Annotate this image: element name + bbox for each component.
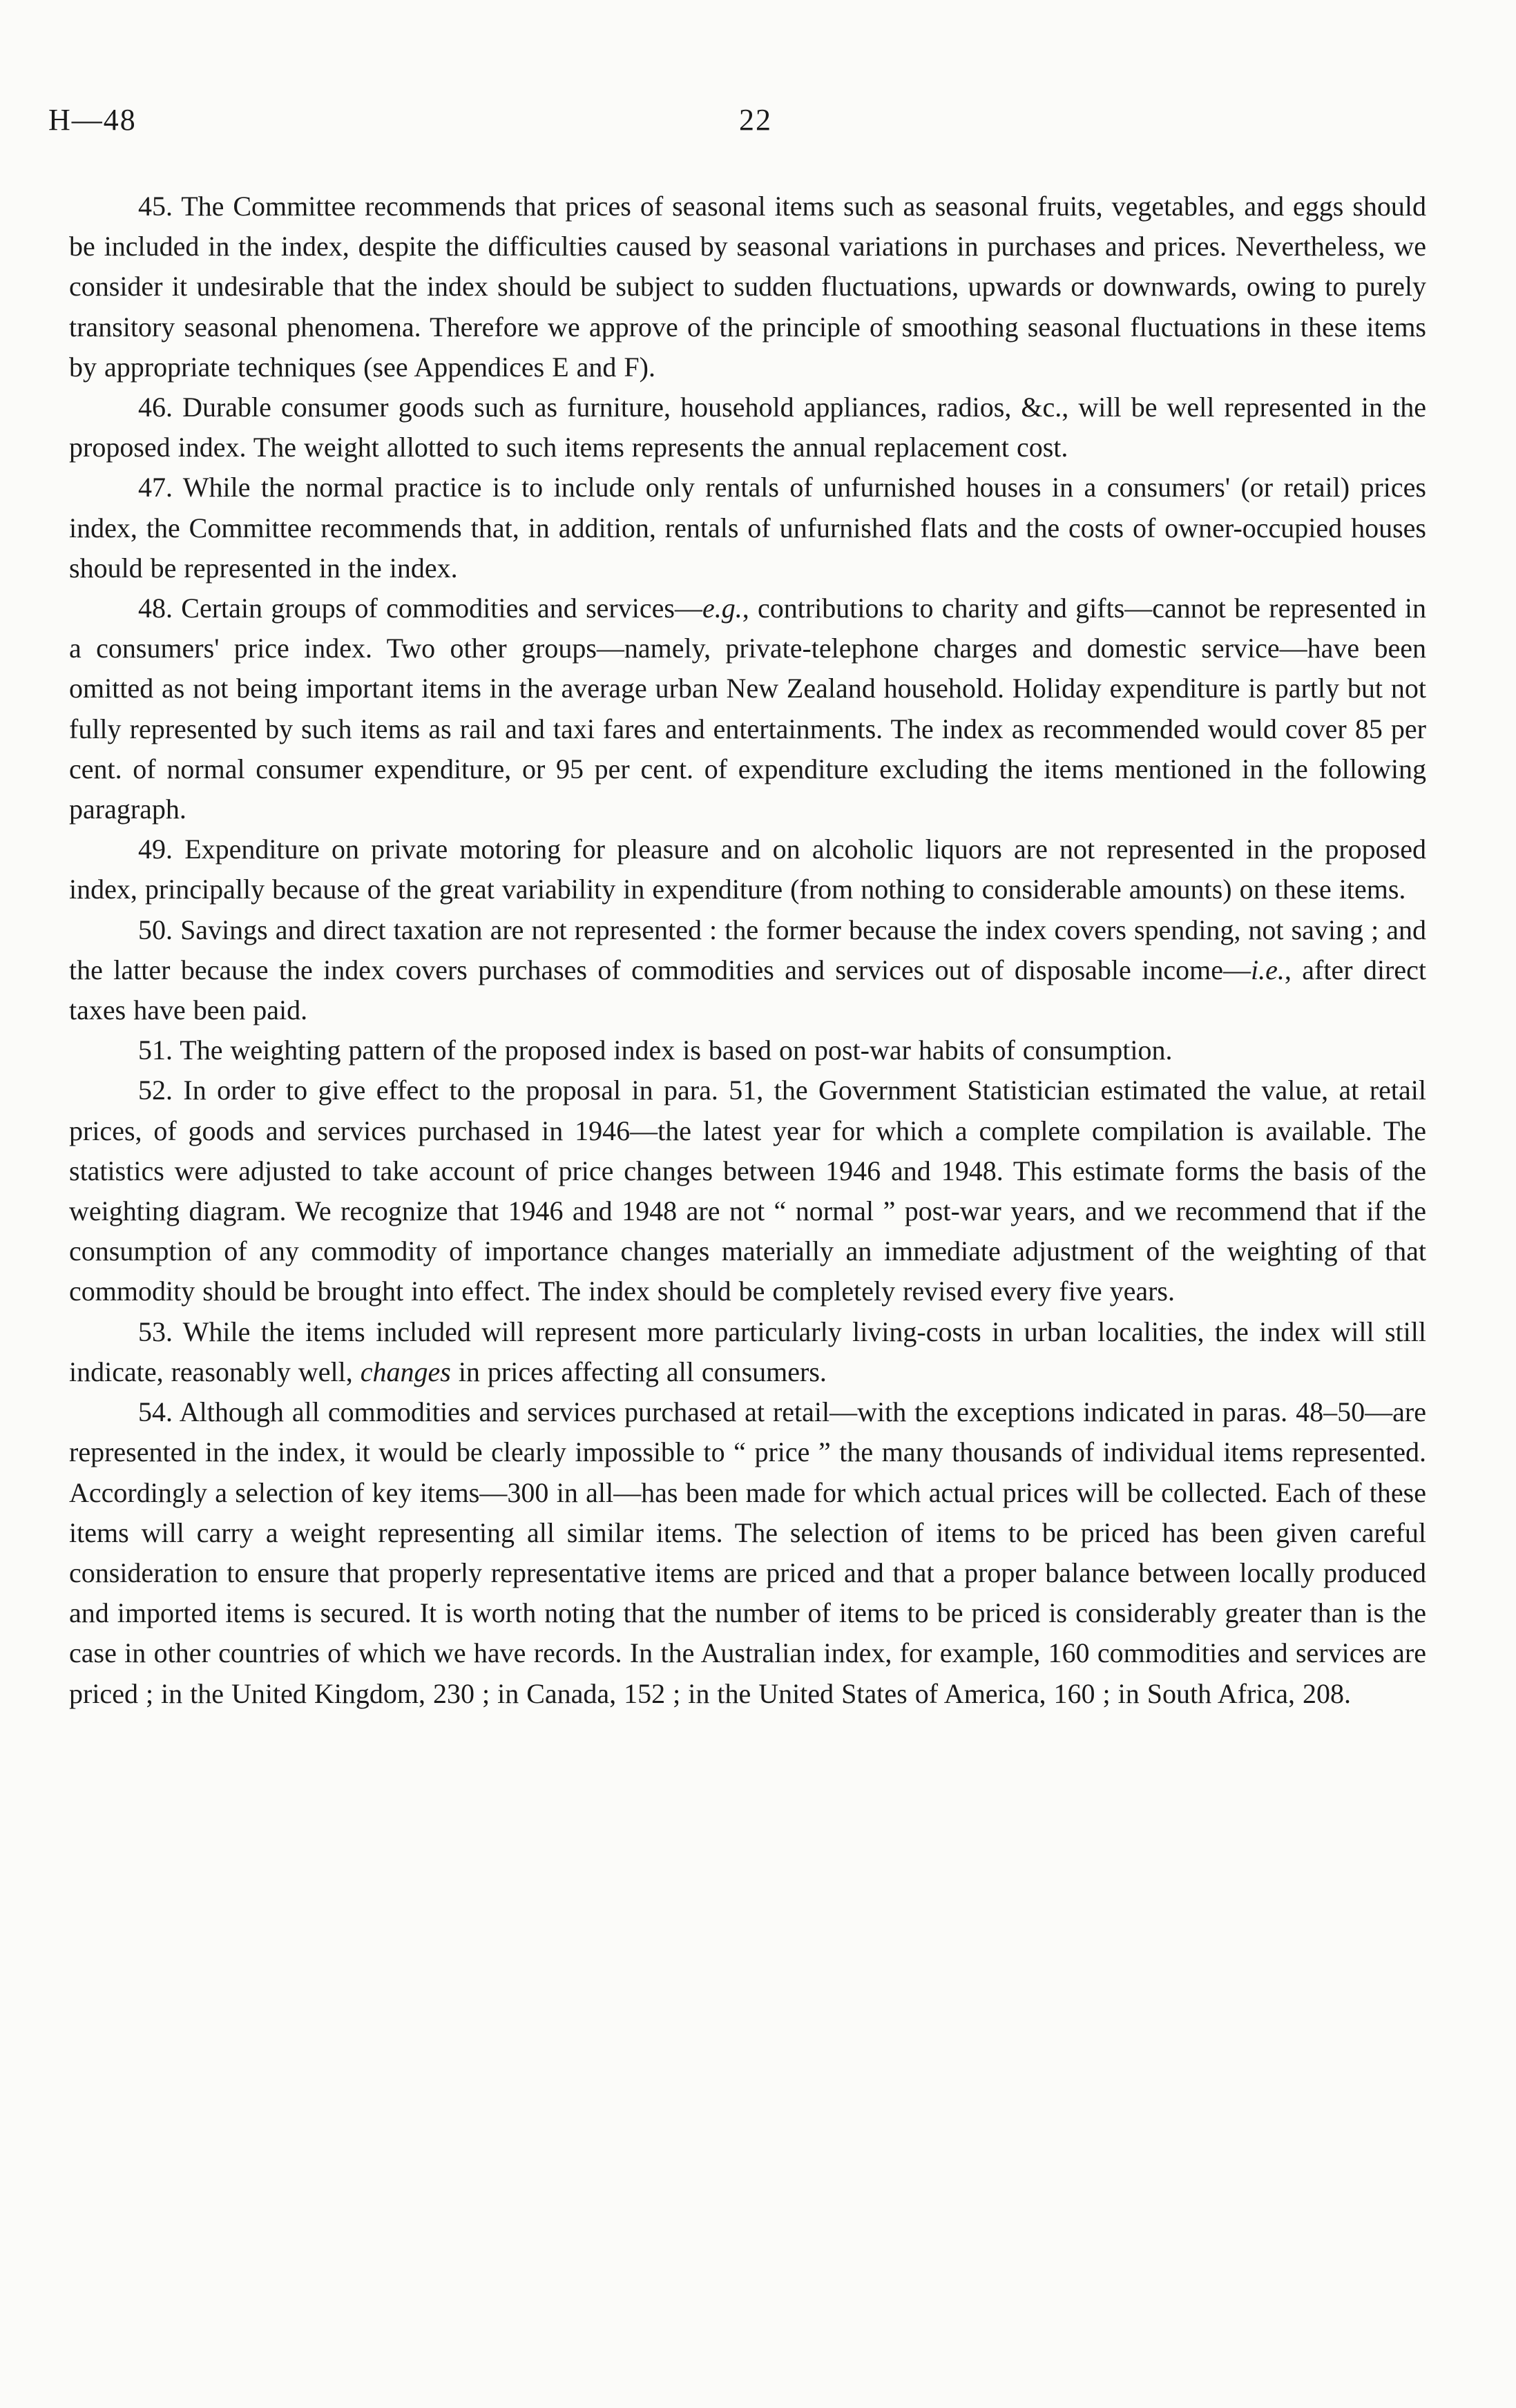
body-text: [69, 186, 1426, 1714]
paragraph-number: 46.: [138, 392, 173, 423]
paragraph-text-continued: , after direct taxes have been paid.: [69, 954, 1426, 1026]
paragraph-number: 48.: [138, 593, 173, 624]
paragraph-text-continued: in prices affecting all consumers.: [450, 1356, 827, 1387]
paragraph-53: [69, 1312, 1426, 1392]
paragraph-text: Although all commodities and services purchased at retail—with the exceptions indicated in paras. 48–50—are represented in the index, it would be clearly impossible to “ price ” the many thousands of individual items represented. Accordingly a selection of key items—300 in all—has been made for which actual prices will be collected. Each of these items will carry a weight representing all similar items. The selection of items to be priced has been given careful consideration to ensure that properly representative items are priced and that a proper balance between locally produced and imported items is secured. It is worth noting that the number of items to be priced is considerably greater than is the case in other countries of which we have records. In the Australian index, for example, 160 commodities and services are priced ; in the United Kingdom, 230 ; in Canada, 152 ; in the United States of America, 160 ; in South Africa, 208.: [69, 1396, 1426, 1709]
italic-abbreviation: i.e.: [1250, 954, 1285, 985]
paragraph-number: 45.: [138, 191, 173, 222]
paragraph-text: While the items included will represent more particularly living-costs in urban localities, the index will still indicate, reasonably well,: [69, 1316, 1426, 1387]
paragraph-number: 50.: [138, 914, 173, 945]
paragraph-number: 54.: [138, 1396, 173, 1428]
paragraph-text: Savings and direct taxation are not represented : the former because the index covers spending, not saving ; and the latter because the index covers purchases of commodities and services out of disposable income—: [69, 914, 1427, 985]
paragraph-49: [69, 829, 1426, 909]
paragraph-45: [69, 186, 1426, 387]
paragraph-47: [69, 468, 1426, 588]
paragraph-number: 53.: [138, 1316, 173, 1347]
paragraph-text: The weighting pattern of the proposed index is based on post-war habits of consumption.: [180, 1034, 1173, 1066]
paragraph-54: [69, 1392, 1426, 1714]
paragraph-48: [69, 588, 1426, 829]
italic-abbreviation: e.g.: [702, 593, 742, 624]
paragraph-51: [69, 1030, 1426, 1070]
paragraph-text: While the normal practice is to include only rentals of unfurnished houses in a consumers' (or retail) prices index, the Committee recommends that, in addition, rentals of unfurnished flats and the costs of owner-occupied houses should be represented in the index.: [69, 472, 1426, 584]
paragraph-text-continued: , contributions to charity and gifts—cannot be represented in a consumers' price index. Two other groups—namely, private-telephone charges and domestic service—have been omitted as not being important items in the average urban New Zealand household. Holiday expenditure is partly but not fully represented by such items as rail and taxi fares and entertainments. The index as recommended would cover 85 per cent. of normal consumer expenditure, or 95 per cent. of expenditure excluding the items mentioned in the following paragraph.: [69, 593, 1427, 825]
paragraph-text: Certain groups of commodities and services—: [181, 593, 702, 624]
paragraph-46: [69, 387, 1426, 468]
paragraph-text: In order to give effect to the proposal in para. 51, the Government Statistician estimated the value, at retail prices, of goods and services purchased in 1946—the latest year for which a complete compilation is available. The statistics were adjusted to take account of price changes between 1946 and 1948. This estimate forms the basis of the weighting diagram. We recognize that 1946 and 1948 are not “ normal ” post-war years, and we recommend that if the consumption of any commodity of importance changes materially an immediate adjustment of the weighting of that commodity should be brought into effect. The index should be completely revised every five years.: [69, 1075, 1427, 1307]
paragraph-text: Expenditure on private motoring for pleasure and on alcoholic liquors are not represented in the proposed index, principally because of the great variability in expenditure (from nothing to considerable amounts) on these items.: [69, 834, 1427, 905]
paragraph-number: 47.: [138, 472, 173, 503]
document-code: H—48: [48, 103, 137, 137]
page-number: 22: [739, 103, 772, 137]
paragraph-text: The Committee recommends that prices of seasonal items such as seasonal fruits, vegetables, and eggs should be included in the index, despite the difficulties caused by seasonal variations in purchases and prices. Nevertheless, we consider it undesirable that the index should be subject to sudden fluctuations, upwards or downwards, owing to purely transitory seasonal phenomena. Therefore we approve of the principle of smoothing seasonal fluctuations in these items by appropriate techniques (see Appendices E and F).: [69, 191, 1426, 383]
paragraph-number: 49.: [138, 834, 173, 865]
paragraph-number: 52.: [138, 1075, 173, 1106]
page-header: [48, 102, 1430, 151]
paragraph-text: Durable consumer goods such as furniture, household appliances, radios, &c., will be well represented in the proposed index. The weight allotted to such items represents the annual replacement cost.: [69, 392, 1426, 463]
paragraph-number: 51.: [138, 1034, 173, 1066]
paragraph-52: [69, 1070, 1426, 1311]
italic-emphasis: changes: [360, 1356, 451, 1387]
paragraph-50: [69, 910, 1426, 1031]
